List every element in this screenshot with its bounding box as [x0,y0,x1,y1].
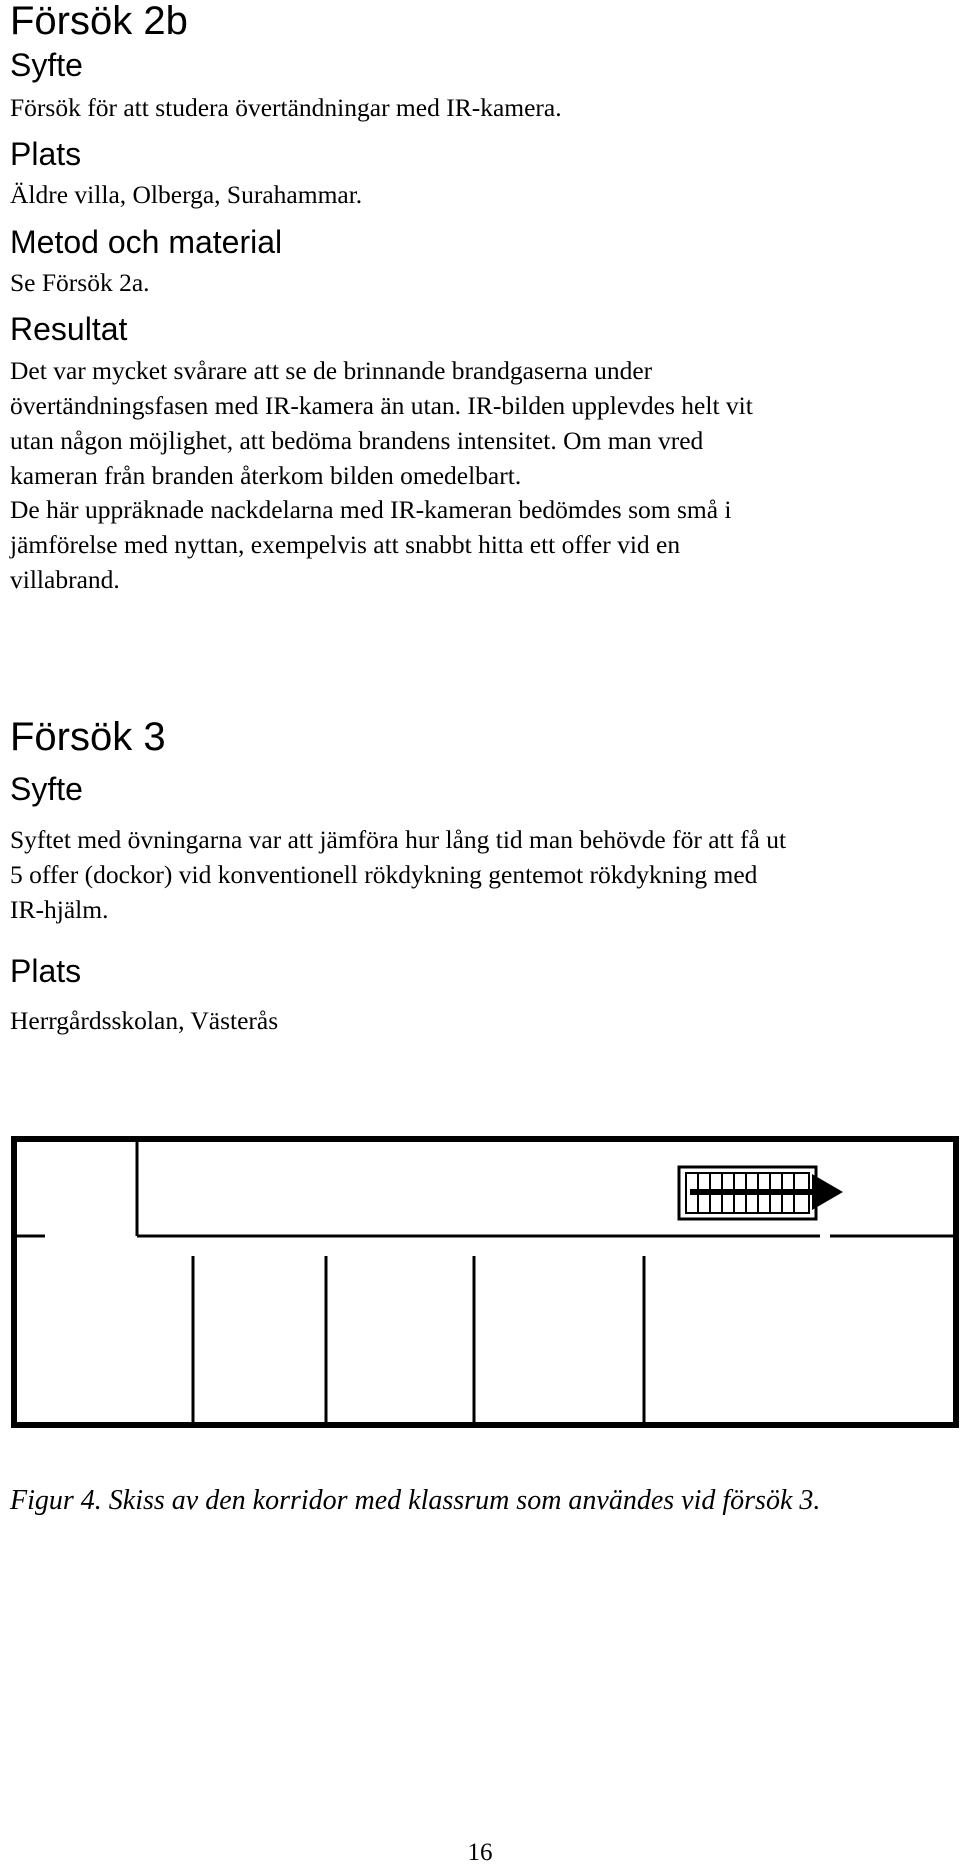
page-number: 16 [467,1839,493,1866]
paragraph-line: Det var mycket svårare att se de brinnande brandgaserna under [10,356,653,385]
paragraph-line: IR-hjälm. [10,895,109,924]
heading-resultat: Resultat [10,311,128,347]
paragraph-line: Syftet med övningarna var att jämföra hur lång tid man behövde för att få ut [10,825,787,854]
plats-3-text [10,1003,955,1038]
paragraph-line: övertändningsfasen med IR-kamera än utan. IR-bilden upplevdes helt vit [10,391,753,420]
corridor-floor-plan [0,1130,960,1440]
metod-text-line: Se Försök 2a. [10,268,150,297]
section-title-forsok-3: Försök 3 [10,715,166,759]
paragraph-line: jämförelse med nyttan, exempelvis att snabbt hitta ett offer vid en [10,530,681,559]
section-title-forsok-2b: Försök 2b [10,0,188,43]
heading-plats-3: Plats [10,953,82,989]
paragraph-line: kameran från branden återkom bilden omedelbart. [10,461,522,490]
paragraph-line: 5 offer (dockor) vid konventionell rökdykning gentemot rökdykning med [10,860,758,889]
syfte-3-paragraph [10,822,955,927]
arrow-right-icon [690,1174,843,1210]
resultat-paragraph-1 [10,353,955,493]
heading-syfte: Syfte [10,47,83,83]
heading-metod: Metod och material [10,224,283,260]
heading-syfte-3: Syfte [10,771,83,807]
paragraph-line: De här uppräknade nackdelarna med IR-kameran bedömdes som små i [10,495,732,524]
paragraph-line: utan någon möjlighet, att bedöma brandens intensitet. Om man vred [10,426,704,455]
syfte-text-line: Försök för att studera övertändningar med IR-kamera. [10,93,562,122]
figure-caption: Figur 4. Skiss av den korridor med klassrum som användes vid försök 3. [10,1485,821,1516]
resultat-paragraph-2 [10,492,955,597]
metod-text [10,265,955,300]
paragraph-line: villabrand. [10,565,120,594]
heading-plats: Plats [10,136,82,172]
syfte-text [10,90,955,125]
plats-3-text-line: Herrgårdsskolan, Västerås [10,1006,279,1035]
plats-text-line: Äldre villa, Olberga, Surahammar. [10,180,363,209]
plats-text [10,177,955,212]
